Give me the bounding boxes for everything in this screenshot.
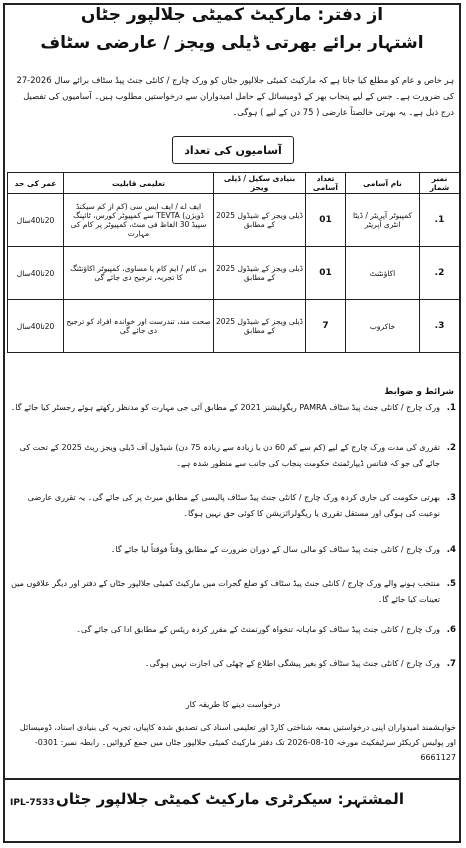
count-cell: 7 (306, 300, 346, 353)
qualification-cell: بی کام / ایم کام یا مساوی، کمپیوٹر اکاؤنٹنگ کا تجربہ، ترجیح دی جائے گی (64, 247, 214, 300)
scale-cell: ڈیلی ویجز کے شیڈول 2025 کے مطابق (214, 194, 306, 247)
post-cell: خاکروب (346, 300, 420, 353)
qualification-cell: ایف اے / ایف ایس سی (کم از کم سیکنڈ ڈویژن) TEVTA سے کمپیوٹر کورس، ٹائپنگ سپیڈ 30 الفاظ فی منٹ، کمپیوٹر پر کام کی مہارت (64, 194, 214, 247)
scale-cell: ڈیلی ویجز کے شیڈول 2025 کے مطابق (214, 300, 306, 353)
serial-cell: 2. (420, 247, 460, 300)
column-header: تعداد آسامی (306, 173, 346, 194)
item-text: بھرتی حکومت کی جاری کردہ ورک چارج / کانٹی جنٹ پیڈ سٹاف پالیسی کے مطابق میرٹ پر کی جائے گی۔ یہ تقرری عارضی نوعیت کی ہوگی اور مستقل تقرری یا ریگولرائزیشن کا کوئی حق نہیں ہوگا۔ (27, 493, 440, 518)
column-header: عمر کی حد (8, 173, 64, 194)
divider (3, 778, 461, 780)
item-text: تقرری کی مدت ورک چارج کے لیے (کم سے کم 60 دن یا زیادہ سے زیادہ 75 دن) شیڈول آف ڈیلی ویجز ریٹ 2025 کے تحت کی جائے گی جو کہ فنانس ڈیپارٹمنٹ حکومت پنجاب کی جانب سے منظور شدہ ہے۔ (19, 443, 440, 468)
list-item (8, 542, 458, 576)
column-header: نمبر شمار (420, 173, 460, 194)
item-text: ورک چارج / کانٹی جنٹ پیڈ سٹاف کو ماہانہ تنخواہ گورنمنٹ کے مقرر کردہ ریٹس کے مطابق ادا کی جائے گی۔ (76, 625, 440, 634)
section-title: آسامیوں کی تعداد (172, 136, 294, 164)
post-cell: کمپیوٹر آپریٹر / ڈیٹا انٹری آپریٹر (346, 194, 420, 247)
application-details: خواہشمند امیدواران اپنی درخواستیں بمعہ شناختی کارڈ اور تعلیمی اسناد کی تصدیق شدہ کاپیاں، تجربہ کی بنیادی اسناد، ڈومیسائل اور پولیس کریکٹر سرٹیفکیٹ مورخہ 10-08-2026 تک دفتر مارکیٹ کمیٹی جلالپور جٹاں میں جمع کروائیں۔ رابطہ نمبر: 0301-6661127 (19, 723, 456, 762)
item-text: ورک چارج / کانٹی جنٹ پیڈ سٹاف کو بغیر پیشگی اطلاع کے چھٹی کی اجازت نہیں ہوگی۔ (144, 659, 440, 668)
item-number: 1. (446, 403, 456, 413)
table-row (8, 247, 460, 300)
qualification-cell: صحت مند، تندرست اور خواندہ افراد کو ترجیح دی جائے گی (64, 300, 214, 353)
list-item (8, 440, 458, 490)
item-text: منتخب ہونے والے ورک چارج / کانٹی جنٹ پیڈ سٹاف کو ضلع گجرات میں مارکیٹ کمیٹی جلالپور جٹاں کے دفتر اور دیگر علاقوں میں تعینات کیا جائے گا۔ (11, 579, 440, 604)
item-number: 2. (446, 443, 456, 453)
conditions-list (8, 400, 458, 690)
intro-paragraph: ہر خاص و عام کو مطلع کیا جاتا ہے کہ مارکیٹ کمیٹی جلالپور جٹاں کو ورک چارج / کانٹی جنٹ پیڈ سٹاف برائے سال 2026-27 کی ضرورت ہے۔ جس کے لیے پنجاب بھر کے ڈومیسائل کے حامل امیدواران سے درخواستیں مطلوب ہیں۔ آسامیوں کی تفصیل درج ذیل ہے۔ یہ بھرتی خالصتاً عارضی ( 75 دن کے لیے ) ہوگی۔ (16, 75, 454, 117)
item-number: 3. (446, 493, 456, 503)
application-heading: درخواست دینے کا طریقہ کار (185, 700, 281, 709)
ad-code: IPL-7533 (10, 798, 55, 808)
count-cell: 01 (306, 247, 346, 300)
column-header: نام آسامی (346, 173, 420, 194)
signatory: المشتہر: سیکرٹری مارکیٹ کمیٹی جلالپور جٹاں (56, 790, 404, 808)
list-item (8, 490, 458, 542)
column-header: بنیادی سکیل / ڈیلی ویجز (214, 173, 306, 194)
list-item (8, 400, 458, 440)
conditions-title: شرائط و ضوابط (384, 387, 454, 397)
scale-cell: ڈیلی ویجز کے شیڈول 2025 کے مطابق (214, 247, 306, 300)
serial-cell: 3. (420, 300, 460, 353)
list-item (8, 576, 458, 622)
age-cell: 20تا40سال (8, 194, 64, 247)
item-number: 7. (446, 659, 456, 669)
vacancies-table (7, 172, 460, 353)
serial-cell: 1. (420, 194, 460, 247)
age-cell: 20تا40سال (8, 300, 64, 353)
item-text: ورک چارج / کانٹی جنٹ پیڈ سٹاف PAMRA ریگولیشنز 2021 کے مطابق آئی جی مہارت کو مدنظر رکھتے ہوئے رجسٹر کیا جائے گا۔ (10, 403, 440, 412)
table-row (8, 194, 460, 247)
post-cell: اکاؤنٹنٹ (346, 247, 420, 300)
item-text: ورک چارج / کانٹی جنٹ پیڈ سٹاف کو مالی سال کے دوران ضرورت کے مطابق وقتاً فوقتاً لیا جائے گا۔ (110, 545, 440, 554)
ad-title: اشتہار برائے بھرتی ڈیلی ویجز / عارضی سٹاف (40, 33, 424, 53)
item-number: 4. (446, 545, 456, 555)
office-header: از دفتر: مارکیٹ کمیٹی جلالپور جٹاں (80, 5, 384, 25)
item-number: 6. (446, 625, 456, 635)
count-cell: 01 (306, 194, 346, 247)
list-item (8, 622, 458, 656)
item-number: 5. (446, 579, 456, 589)
age-cell: 20تا40سال (8, 247, 64, 300)
table-row (8, 300, 460, 353)
column-header: تعلیمی قابلیت (64, 173, 214, 194)
list-item (8, 656, 458, 690)
table-header-row (8, 173, 460, 194)
